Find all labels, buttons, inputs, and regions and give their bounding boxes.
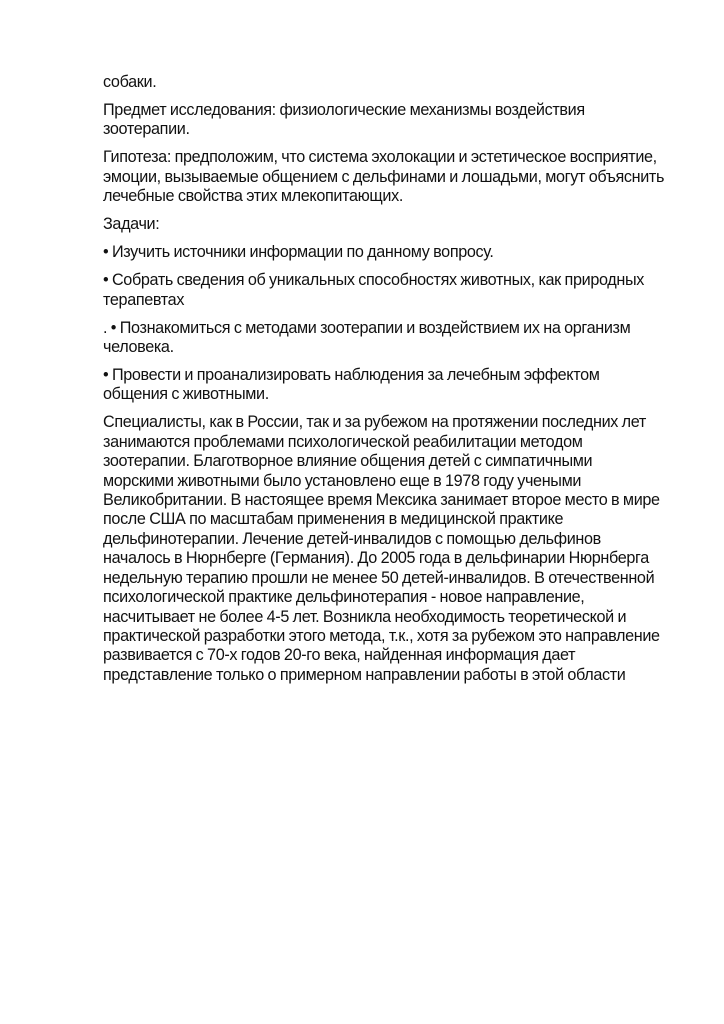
task-item-2: • Собрать сведения об уникальных способностях животных, как природных терапевтах <box>103 271 644 309</box>
task-item-4: • Провести и проанализировать наблюдения за лечебным эффектом общения с животными. <box>103 366 600 404</box>
paragraph-hypothesis: Гипотеза: предположим, что система эхолокации и эстетическое восприятие, эмоции, вызываемые общением с дельфинами и лошадьми, могут объяснить лечебные свойства этих млекопитающих. <box>103 148 665 206</box>
task-item-1: • Изучить источники информации по данному вопросу. <box>103 243 494 262</box>
paragraph-research-subject: Предмет исследования: физиологические механизмы воздействия зоотерапии. <box>103 101 585 139</box>
task-item-3: . • Познакомиться с методами зоотерапии и воздействием их на организм человека. <box>103 318 631 357</box>
paragraph-continuation: собаки. <box>103 73 157 91</box>
paragraph-specialists: Специалисты, как в России, так и за рубежом на протяжении последних лет занимаются проблемами психологической реабилитации методом зоотерапии. Благотворное влияние общения детей с симпатичными морскими животными было установлено еще в 1978 году учеными Великобритании. В настоящее время Мексика занимает второе место в мире после США по масштабам применения в медицинской практике дельфинотерапии. Лечение детей-инвалидов с помощью дельфинов началось в Нюрнберге (Германия). До 2005 года в дельфинарии Нюрнберга недельную терапию прошли не менее 50 детей-инвалидов. В отечественной психологической практике дельфинотерапия - новое направление, насчитывает не более 4-5 лет. Возникла необходимость теоретической и практической разработки этого метода, т.к., хотя за рубежом это направление развивается с 70-х годов 20-го века, найденная информация дает представление только о примерном направлении работы в этой области <box>103 413 660 684</box>
paragraph-tasks-heading: Задачи: <box>103 215 160 234</box>
